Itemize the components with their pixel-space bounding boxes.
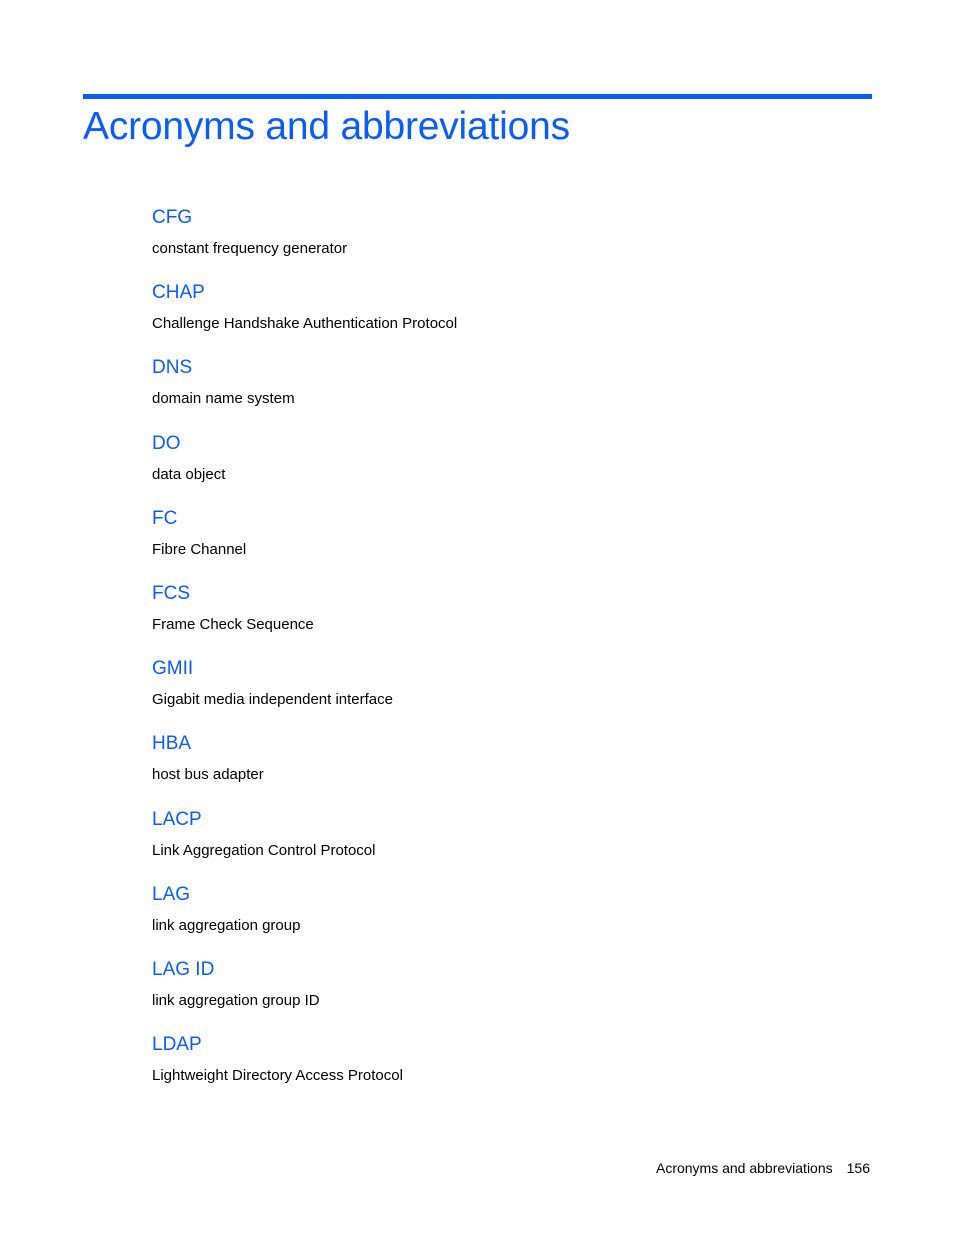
acronym-entry bbox=[152, 730, 852, 805]
acronym-definition: host bus adapter bbox=[152, 766, 264, 784]
acronym-entry bbox=[152, 1031, 852, 1106]
acronym-definition: Lightweight Directory Access Protocol bbox=[152, 1067, 403, 1085]
acronym-entry bbox=[152, 204, 852, 279]
acronym-term: FC bbox=[152, 507, 178, 529]
acronym-definition: constant frequency generator bbox=[152, 240, 348, 257]
acronym-entry bbox=[152, 505, 852, 580]
acronym-definition: link aggregation group bbox=[152, 916, 301, 934]
acronym-entry bbox=[152, 580, 852, 655]
page-title: Acronyms and abbreviations bbox=[83, 105, 570, 148]
acronym-term: CFG bbox=[152, 207, 193, 228]
acronym-term: LAG bbox=[152, 883, 191, 905]
acronym-definition: Gigabit media independent interface bbox=[152, 691, 393, 709]
acronym-term: DNS bbox=[152, 357, 193, 379]
page-number: 156 bbox=[846, 1160, 870, 1176]
acronym-term: LACP bbox=[152, 808, 202, 830]
acronym-definition: link aggregation group ID bbox=[152, 991, 320, 1009]
acronym-term: FCS bbox=[152, 582, 190, 604]
footer-section-title: Acronyms and abbreviations bbox=[655, 1160, 833, 1176]
acronym-definition: Link Aggregation Control Protocol bbox=[152, 841, 376, 859]
acronym-term: LAG ID bbox=[152, 958, 215, 980]
acronym-entry bbox=[152, 956, 852, 1031]
acronym-term: CHAP bbox=[152, 282, 205, 304]
acronym-entry bbox=[152, 279, 852, 354]
acronym-term: LDAP bbox=[152, 1034, 202, 1056]
title-rule bbox=[83, 94, 872, 99]
acronym-entry bbox=[152, 655, 852, 730]
acronym-entry bbox=[152, 430, 852, 505]
acronym-definition: data object bbox=[152, 465, 226, 483]
acronym-term: HBA bbox=[152, 733, 192, 755]
acronym-entry bbox=[152, 354, 852, 429]
acronym-entry bbox=[152, 881, 852, 956]
acronym-term: DO bbox=[152, 432, 181, 454]
acronym-list bbox=[152, 204, 852, 1106]
acronym-term: GMII bbox=[152, 658, 194, 680]
acronym-entry bbox=[152, 806, 852, 881]
acronym-definition: Fibre Channel bbox=[152, 540, 247, 558]
page-footer bbox=[656, 1157, 870, 1179]
acronym-definition: Frame Check Sequence bbox=[152, 615, 314, 633]
acronym-definition: domain name system bbox=[152, 390, 295, 408]
acronym-definition: Challenge Handshake Authentication Protocol bbox=[152, 315, 458, 333]
